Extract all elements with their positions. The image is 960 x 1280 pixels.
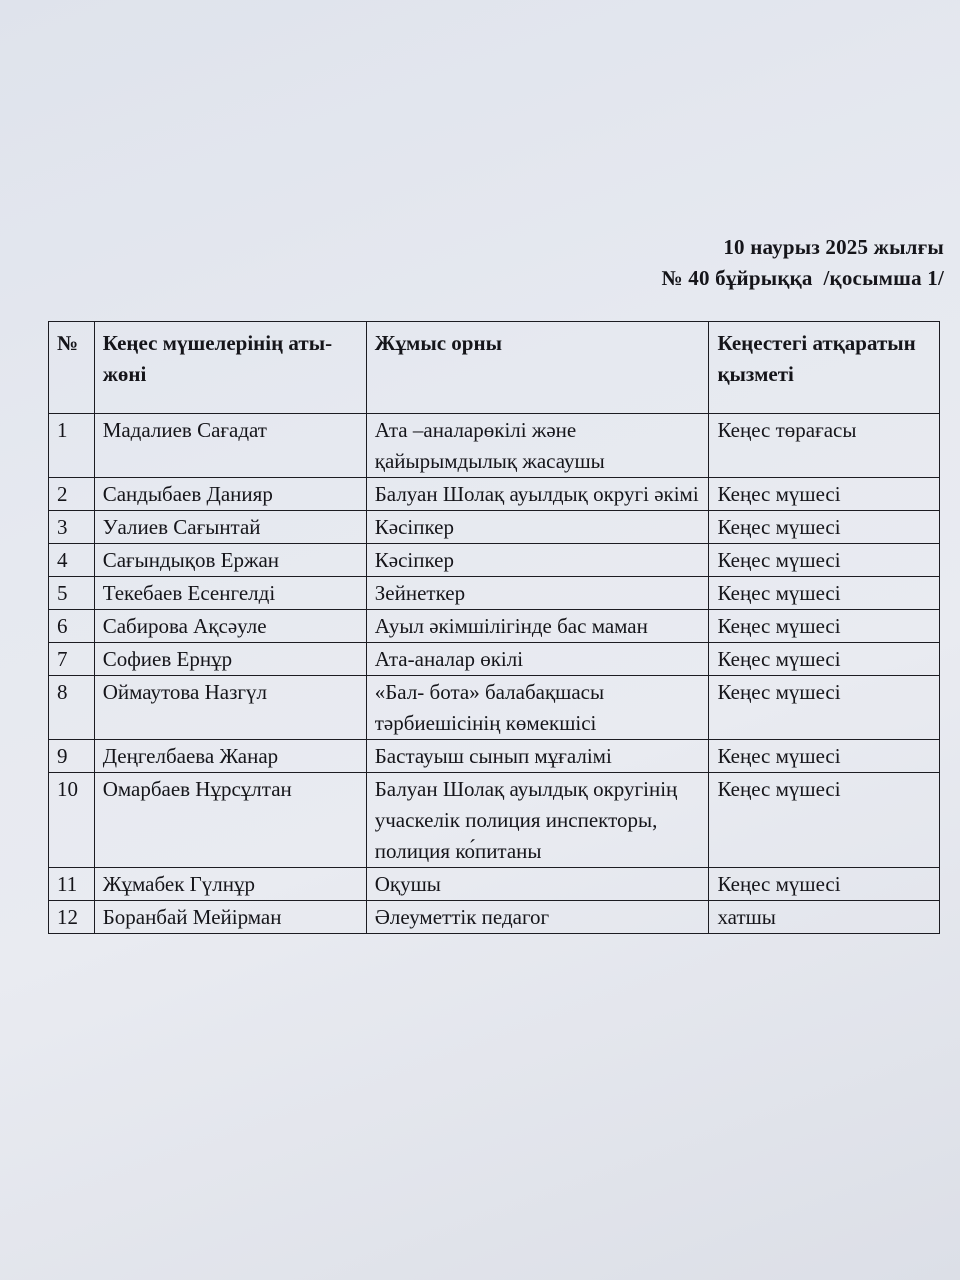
member-workplace: Балуан Шолақ ауылдық округінің учаскелік полиция инспекторы, полиция ко́питаны [366,773,709,868]
member-role: Кеңес мүшесі [709,511,940,544]
row-number: 3 [49,511,95,544]
row-number: 12 [49,901,95,934]
table-row [49,740,940,773]
member-workplace: Бастауыш сынып мұғалімі [366,740,709,773]
member-name: Оймаутова Назгүл [94,676,366,740]
member-workplace: Зейнеткер [366,577,709,610]
member-name: Боранбай Мейірман [94,901,366,934]
member-name: Омарбаев Нұрсұлтан [94,773,366,868]
row-number: 1 [49,414,95,478]
header-member-name: Кеңес мүшелерінің аты- жөні [94,322,366,414]
member-name: Текебаев Есенгелді [94,577,366,610]
row-number: 6 [49,610,95,643]
table-row [49,511,940,544]
member-role: Кеңес мүшесі [709,676,940,740]
member-role: Кеңес мүшесі [709,740,940,773]
row-number: 5 [49,577,95,610]
row-number: 11 [49,868,95,901]
member-role: Кеңес мүшесі [709,610,940,643]
member-role: Кеңес мүшесі [709,868,940,901]
member-workplace: Оқушы [366,868,709,901]
member-name: Софиев Ернұр [94,643,366,676]
member-workplace: Кәсіпкер [366,544,709,577]
table-row [49,577,940,610]
member-role: Кеңес мүшесі [709,773,940,868]
order-reference-heading [662,232,944,294]
council-members-table [48,321,940,934]
table-row [49,773,940,868]
member-role: хатшы [709,901,940,934]
member-name: Сандыбаев Данияр [94,478,366,511]
table-row [49,544,940,577]
member-role: Кеңес мүшесі [709,478,940,511]
row-number: 2 [49,478,95,511]
row-number: 10 [49,773,95,868]
table-row [49,643,940,676]
table-row [49,676,940,740]
row-number: 9 [49,740,95,773]
member-role: Кеңес мүшесі [709,544,940,577]
member-name: Мадалиев Сағадат [94,414,366,478]
member-workplace: Ата-аналар өкілі [366,643,709,676]
table-row [49,478,940,511]
member-workplace: Кәсіпкер [366,511,709,544]
header-number: № [49,322,95,414]
member-role: Кеңес мүшесі [709,577,940,610]
member-role: Кеңес мүшесі [709,643,940,676]
member-workplace: Ауыл әкімшілігінде бас маман [366,610,709,643]
row-number: 4 [49,544,95,577]
member-workplace: Балуан Шолақ ауылдық округі әкімі [366,478,709,511]
member-name: Сағындықов Ержан [94,544,366,577]
member-name: Сабирова Ақсәуле [94,610,366,643]
table-row [49,610,940,643]
header-council-role: Кеңестегі атқаратын қызметі [709,322,940,414]
header-workplace: Жұмыс орны [366,322,709,414]
order-number-line: № 40 бұйрыққа /қосымша 1/ [661,266,944,290]
member-name: Уалиев Сағынтай [94,511,366,544]
table-row [49,414,940,478]
member-role: Кеңес төрағасы [709,414,940,478]
table-row [49,901,940,934]
row-number: 8 [49,676,95,740]
member-workplace: Ата –аналарөкілі және қайырымдылық жасаушы [366,414,709,478]
member-name: Деңгелбаева Жанар [94,740,366,773]
row-number: 7 [49,643,95,676]
member-workplace: «Бал- бота» балабақшасы тәрбиешісінің көмекшісі [366,676,709,740]
table-header-row [49,322,940,414]
member-name: Жұмабек Гүлнұр [94,868,366,901]
member-workplace: Әлеуметтік педагог [366,901,709,934]
order-date-line: 10 наурыз 2025 жылғы [723,235,944,259]
table-row [49,868,940,901]
